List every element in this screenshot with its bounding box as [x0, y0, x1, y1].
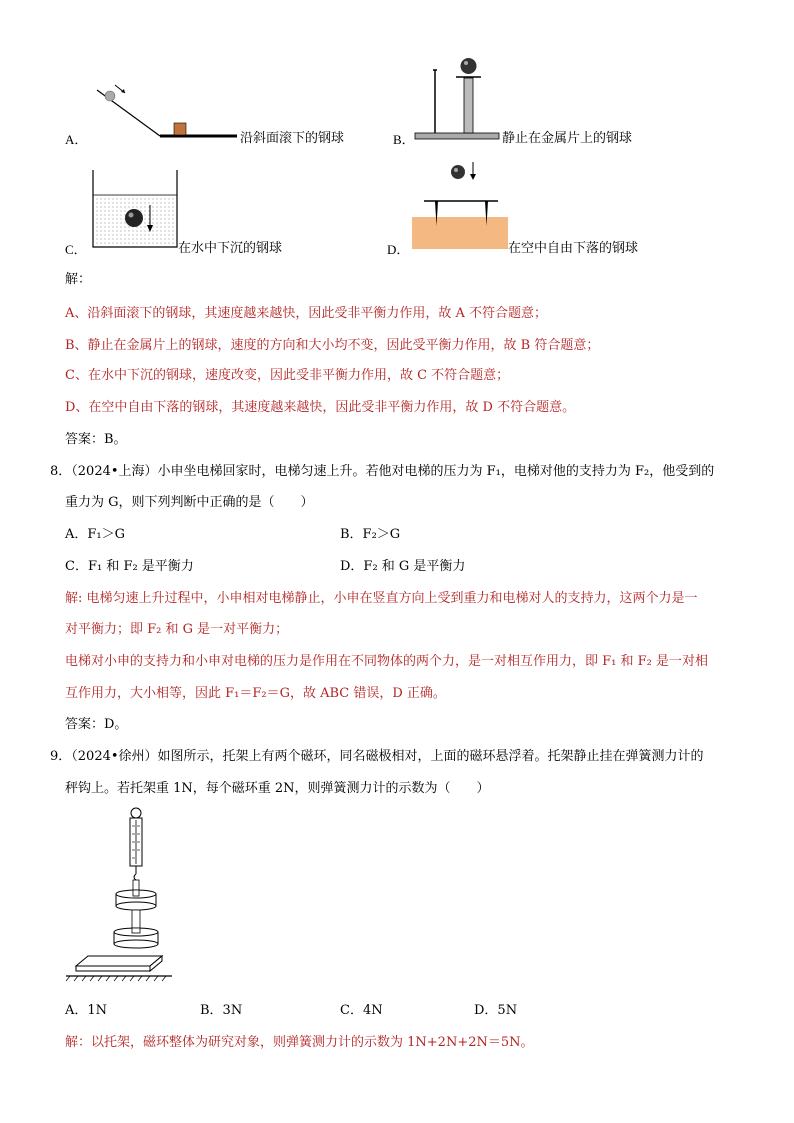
q8-stem-line: 重力为 G，则下列判断中正确的是（ ）: [65, 495, 314, 510]
q9-option-a: A．1N: [65, 1003, 108, 1018]
falling-ball-figure: [412, 160, 512, 252]
q9-option-c: C．4N: [340, 1003, 383, 1018]
q9-option-d: D．5N: [474, 1003, 518, 1018]
spring-scale-magnet-figure: [66, 806, 176, 981]
q9-stem-line: 9．（2024•徐州）如图所示，托架上有两个磁环，同名磁极相对，上面的磁环悬浮着。托架静止挂在弹簧测力计的: [50, 749, 704, 764]
stand-figure: [415, 58, 505, 144]
option-c-caption: 在水中下沉的钢球: [178, 241, 283, 256]
option-c-letter: C．: [65, 242, 87, 257]
q7-solution-label: 解：: [65, 272, 92, 287]
option-a-caption: 沿斜面滚下的钢球: [240, 131, 345, 146]
q7-solution-line: D、在空中自由下落的钢球，其速度越来越快，因此受非平衡力作用，故 D 不符合题意。: [65, 400, 576, 415]
q8-solution-line: 互作用力，大小相等，因此 F₁＝F₂＝G，故 ABC 错误，D 正确。: [65, 686, 446, 701]
q8-solution-line: 对平衡力；即 F₂ 和 G 是一对平衡力；: [65, 622, 289, 637]
q9-option-b: B．3N: [200, 1003, 243, 1018]
q8-solution-line: 电梯对小申的支持力和小申对电梯的压力是作用在不同物体的两个力，是一对相互作用力，即 F₁ 和 F₂ 是一对相: [65, 654, 708, 669]
q8-option-a: A．F₁＞G: [65, 527, 126, 542]
beaker-figure: [92, 170, 178, 250]
q7-solution-line: B、静止在金属片上的钢球，速度的方向和大小均不变，因此受平衡力作用，故 B 符合题意；: [65, 338, 600, 353]
q8-option-d: D．F₂ 和 G 是平衡力: [340, 559, 466, 574]
q7-answer: 答案：B。: [65, 432, 127, 447]
option-d-letter: D．: [387, 242, 410, 257]
option-b-caption: 静止在金属片上的钢球: [502, 131, 633, 146]
incline-figure: [95, 82, 240, 142]
q8-option-c: C．F₁ 和 F₂ 是平衡力: [65, 559, 194, 574]
q8-solution-line: 解: 电梯匀速上升过程中，小申相对电梯静止，小申在竖直方向上受到重力和电梯对人的支持力，这两个力是一: [65, 591, 698, 606]
q8-stem-line: 8．（2024•上海）小申坐电梯回家时，电梯匀速上升。若他对电梯的压力为 F₁，电梯对他的支持力为 F₂，他受到的: [50, 464, 715, 479]
q7-solution-line: C、在水中下沉的钢球，速度改变，因此受非平衡力作用，故 C 不符合题意；: [65, 368, 510, 383]
option-b-letter: B．: [393, 132, 415, 147]
q9-stem-line: 秤钩上。若托架重 1N，每个磁环重 2N，则弹簧测力计的示数为（ ）: [65, 781, 490, 796]
option-a-letter: A．: [65, 132, 88, 147]
q8-option-b: B．F₂＞G: [340, 527, 401, 542]
q7-solution-line: A、沿斜面滚下的钢球，其速度越来越快，因此受非平衡力作用，故 A 不符合题意；: [65, 306, 548, 321]
q9-solution: 解：以托架，磁环整体为研究对象，则弹簧测力计的示数为 1N+2N+2N＝5N。: [65, 1035, 534, 1050]
q8-answer: 答案：D。: [65, 717, 128, 732]
option-d-caption: 在空中自由下落的钢球: [508, 241, 639, 256]
